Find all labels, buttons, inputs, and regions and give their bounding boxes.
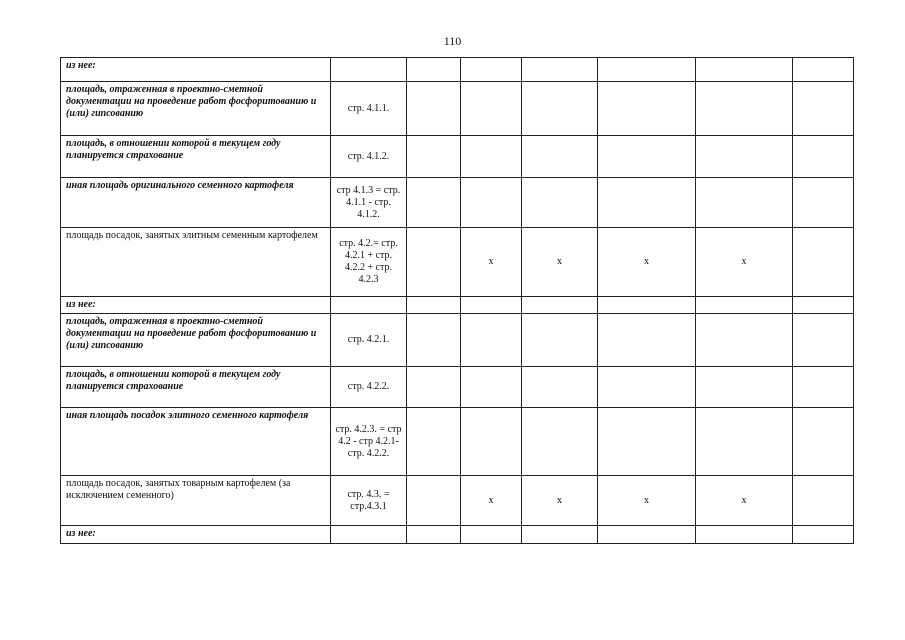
value-cell (407, 408, 461, 476)
value-cell (598, 367, 696, 408)
value-cell (461, 314, 522, 367)
value-cell (696, 136, 793, 178)
value-cell (522, 297, 598, 314)
row-line-ref (331, 526, 407, 544)
value-cell (461, 408, 522, 476)
value-cell (461, 136, 522, 178)
row-line-ref: стр. 4.2.= стр. 4.2.1 + стр. 4.2.2 + стр. 4.2.3 (331, 228, 407, 297)
value-cell (696, 408, 793, 476)
value-cell (407, 136, 461, 178)
table-row (61, 228, 854, 297)
value-cell (696, 314, 793, 367)
row-label: площадь, отраженная в проектно-сметной документации на проведение работ фосфоритованию и (или) гипсованию (61, 314, 331, 367)
value-cell (522, 58, 598, 82)
row-label: из нее: (61, 526, 331, 544)
value-cell (407, 82, 461, 136)
value-cell: х (522, 476, 598, 526)
value-cell (793, 297, 854, 314)
row-label: площадь, отраженная в проектно-сметной документации на проведение работ фосфоритованию и (или) гипсованию (61, 82, 331, 136)
value-cell (793, 408, 854, 476)
row-label: из нее: (61, 297, 331, 314)
row-label: иная площадь посадок элитного семенного картофеля (61, 408, 331, 476)
value-cell (522, 314, 598, 367)
table-row (61, 58, 854, 82)
value-cell (598, 314, 696, 367)
table-row (61, 314, 854, 367)
value-cell (407, 297, 461, 314)
value-cell (793, 476, 854, 526)
value-cell (793, 58, 854, 82)
row-label: площадь посадок, занятых элитным семенным картофелем (61, 228, 331, 297)
value-cell (696, 58, 793, 82)
value-cell (461, 526, 522, 544)
value-cell (461, 58, 522, 82)
value-cell: х (696, 476, 793, 526)
row-line-ref: стр. 4.1.2. (331, 136, 407, 178)
page-number: 110 (443, 34, 462, 48)
row-line-ref: стр. 4.2.2. (331, 367, 407, 408)
value-cell (461, 178, 522, 228)
value-cell (522, 367, 598, 408)
value-cell (407, 476, 461, 526)
value-cell: х (598, 476, 696, 526)
value-cell (522, 526, 598, 544)
value-cell: х (522, 228, 598, 297)
table-row (61, 476, 854, 526)
value-cell (461, 82, 522, 136)
row-label: площадь, в отношении которой в текущем году планируется страхование (61, 136, 331, 178)
table-row (61, 82, 854, 136)
value-cell (793, 314, 854, 367)
table-row (61, 178, 854, 228)
table-row (61, 367, 854, 408)
value-cell (598, 297, 696, 314)
value-cell: х (696, 228, 793, 297)
value-cell (793, 178, 854, 228)
value-cell (598, 526, 696, 544)
value-cell (696, 526, 793, 544)
value-cell (793, 228, 854, 297)
row-line-ref: стр. 4.3. = стр.4.3.1 (331, 476, 407, 526)
value-cell (461, 297, 522, 314)
value-cell (696, 367, 793, 408)
row-line-ref (331, 297, 407, 314)
row-label: площадь посадок, занятых товарным картофелем (за исключением семенного) (61, 476, 331, 526)
table-row (61, 136, 854, 178)
value-cell (522, 408, 598, 476)
value-cell (598, 82, 696, 136)
value-cell: х (461, 228, 522, 297)
row-line-ref: стр. 4.2.1. (331, 314, 407, 367)
row-label: площадь, в отношении которой в текущем году планируется страхование (61, 367, 331, 408)
value-cell (522, 82, 598, 136)
value-cell (407, 314, 461, 367)
value-cell (696, 178, 793, 228)
value-cell (696, 82, 793, 136)
value-cell: х (598, 228, 696, 297)
table-row (61, 297, 854, 314)
value-cell (407, 58, 461, 82)
row-line-ref (331, 58, 407, 82)
value-cell (522, 178, 598, 228)
value-cell (407, 228, 461, 297)
row-label: иная площадь оригинального семенного картофеля (61, 178, 331, 228)
value-cell (598, 178, 696, 228)
row-line-ref: стр 4.1.3 = стр. 4.1.1 - стр. 4.1.2. (331, 178, 407, 228)
table-row (61, 526, 854, 544)
value-cell (598, 136, 696, 178)
value-cell (793, 526, 854, 544)
value-cell (696, 297, 793, 314)
value-cell (793, 136, 854, 178)
value-cell (793, 367, 854, 408)
value-cell (793, 82, 854, 136)
form-table (60, 57, 854, 544)
value-cell (407, 526, 461, 544)
row-label: из нее: (61, 58, 331, 82)
value-cell (522, 136, 598, 178)
row-line-ref: стр. 4.1.1. (331, 82, 407, 136)
value-cell (598, 58, 696, 82)
value-cell (461, 367, 522, 408)
row-line-ref: стр. 4.2.3. = стр 4.2 - стр 4.2.1-стр. 4.2.2. (331, 408, 407, 476)
value-cell (407, 367, 461, 408)
value-cell (407, 178, 461, 228)
value-cell: х (461, 476, 522, 526)
value-cell (598, 408, 696, 476)
table-row (61, 408, 854, 476)
